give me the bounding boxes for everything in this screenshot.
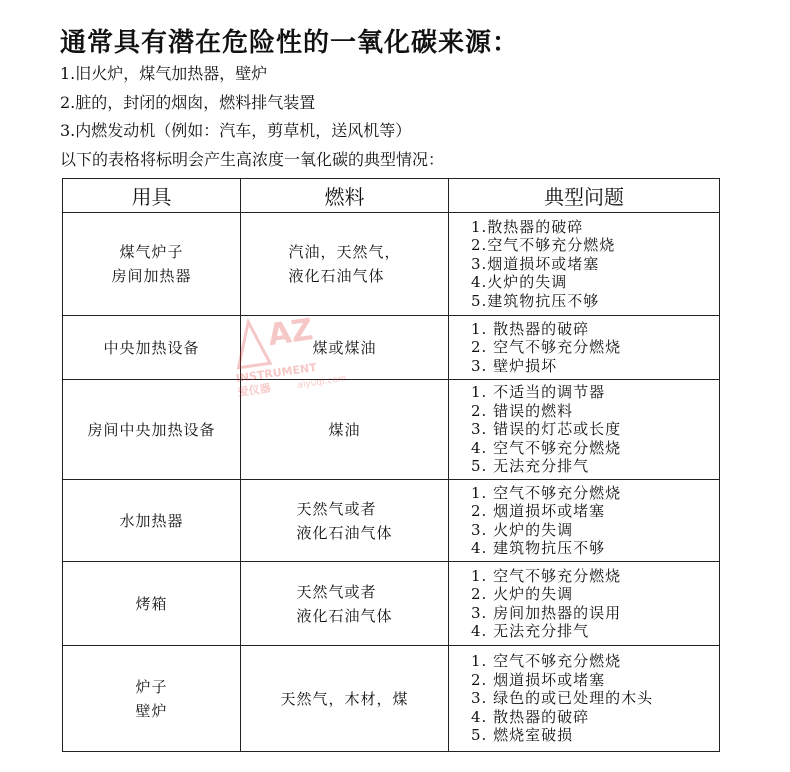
problem-item: 3.烟道损坏或堵塞 <box>471 254 600 273</box>
fuel-text: 天然气或者 <box>296 499 377 518</box>
appliance-cell <box>63 380 241 480</box>
problem-item: 1. 空气不够充分燃烧 <box>471 652 622 671</box>
problems-cell <box>449 213 720 316</box>
problem-item: 2. 烟道损坏或堵塞 <box>471 670 606 689</box>
fuel-cell <box>241 480 449 562</box>
problem-item: 4. 建筑物抗压不够 <box>471 539 606 557</box>
fuel-cell <box>241 562 449 646</box>
appliance-text: 炉子 <box>135 677 168 696</box>
watermark-line2: 爱仪器 <box>237 381 272 400</box>
co-sources-table <box>62 178 720 752</box>
table-row <box>63 213 720 316</box>
problems-cell <box>449 562 720 646</box>
watermark-triangle-icon <box>232 320 270 368</box>
problem-item: 2. 空气不够充分燃烧 <box>471 338 622 357</box>
header-problems: 典型问题 <box>449 179 720 213</box>
fuel-text: 液化石油气体 <box>296 606 393 625</box>
table-header-row <box>63 179 720 213</box>
appliance-cell <box>63 213 241 316</box>
fuel-cell <box>241 646 449 752</box>
fuel-text: 天然气，木材，煤 <box>280 689 409 708</box>
fuel-text: 天然气或者 <box>296 582 377 601</box>
problem-item: 2. 火炉的失调 <box>471 585 574 603</box>
problem-item: 4.火炉的失调 <box>471 273 568 292</box>
appliance-text: 壁炉 <box>135 701 168 720</box>
problem-item: 1.散热器的破碎 <box>471 217 584 236</box>
problem-item: 3. 壁炉损坏 <box>471 356 558 375</box>
header-fuel: 燃料 <box>241 179 449 213</box>
problem-item: 5. 燃烧室破损 <box>471 726 574 745</box>
watermark-line1: INSTRUMENT <box>235 360 318 386</box>
appliance-text: 房间加热器 <box>111 267 192 285</box>
problem-item: 1. 空气不够充分燃烧 <box>471 566 622 585</box>
problem-item: 3. 绿色的或已处理的木头 <box>471 689 654 708</box>
problem-item: 4. 散热器的破碎 <box>471 707 590 726</box>
problem-item: 1. 空气不够充分燃烧 <box>471 483 622 502</box>
table-row <box>63 646 720 752</box>
fuel-text: 煤或煤油 <box>312 338 377 357</box>
intro-line-3: 3.内燃发动机（例如：汽车，剪草机，送风机等） <box>60 121 412 140</box>
problem-item: 4. 无法充分排气 <box>471 622 590 640</box>
intro-line-4: 以下的表格将标明会产生高浓度一氧化碳的典型情况： <box>60 150 445 169</box>
table-row <box>63 380 720 480</box>
appliance-text: 烤箱 <box>135 594 168 613</box>
problem-item: 2.空气不够充分燃烧 <box>471 236 616 255</box>
intro-line-2: 2.脏的，封闭的烟囱，燃料排气装置 <box>60 93 316 112</box>
header-appliance: 用具 <box>63 179 241 213</box>
problem-item: 1. 不适当的调节器 <box>471 383 606 402</box>
problem-item: 2. 错误的燃料 <box>471 401 574 420</box>
appliance-cell <box>63 646 241 752</box>
appliance-text: 房间中央加热设备 <box>87 420 216 439</box>
appliance-cell <box>63 316 241 380</box>
fuel-text: 煤油 <box>328 420 361 439</box>
appliance-text: 煤气炉子 <box>119 243 184 261</box>
fuel-text: 液化石油气体 <box>288 267 385 285</box>
problem-item: 2. 烟道损坏或堵塞 <box>471 502 606 520</box>
problem-item: 1. 散热器的破碎 <box>471 319 590 338</box>
watermark-line3: aiyuqi.com <box>296 373 348 391</box>
intro-line-1: 1.旧火炉，煤气加热器，壁炉 <box>60 64 268 83</box>
problem-item: 3. 错误的灯芯或长度 <box>471 420 622 439</box>
problem-item: 3. 房间加热器的误用 <box>471 603 622 622</box>
watermark-logo-text: AZ <box>265 312 316 354</box>
appliance-cell <box>63 480 241 562</box>
fuel-text: 汽油，天然气， <box>288 243 401 261</box>
problem-item: 4. 空气不够充分燃烧 <box>471 438 622 457</box>
appliance-text: 中央加热设备 <box>103 338 200 357</box>
page-title: 通常具有潜在危险性的一氧化碳来源： <box>60 28 520 58</box>
problem-item: 5.建筑物抗压不够 <box>471 291 600 310</box>
problems-cell <box>449 380 720 480</box>
problems-cell <box>449 316 720 380</box>
appliance-cell <box>63 562 241 646</box>
table-row <box>63 562 720 646</box>
table-row <box>63 480 720 562</box>
problem-item: 5. 无法充分排气 <box>471 457 590 476</box>
problems-cell <box>449 646 720 752</box>
appliance-text: 水加热器 <box>119 511 184 530</box>
fuel-text: 液化石油气体 <box>296 523 393 542</box>
problem-item: 3. 火炉的失调 <box>471 520 574 539</box>
problems-cell <box>449 480 720 562</box>
